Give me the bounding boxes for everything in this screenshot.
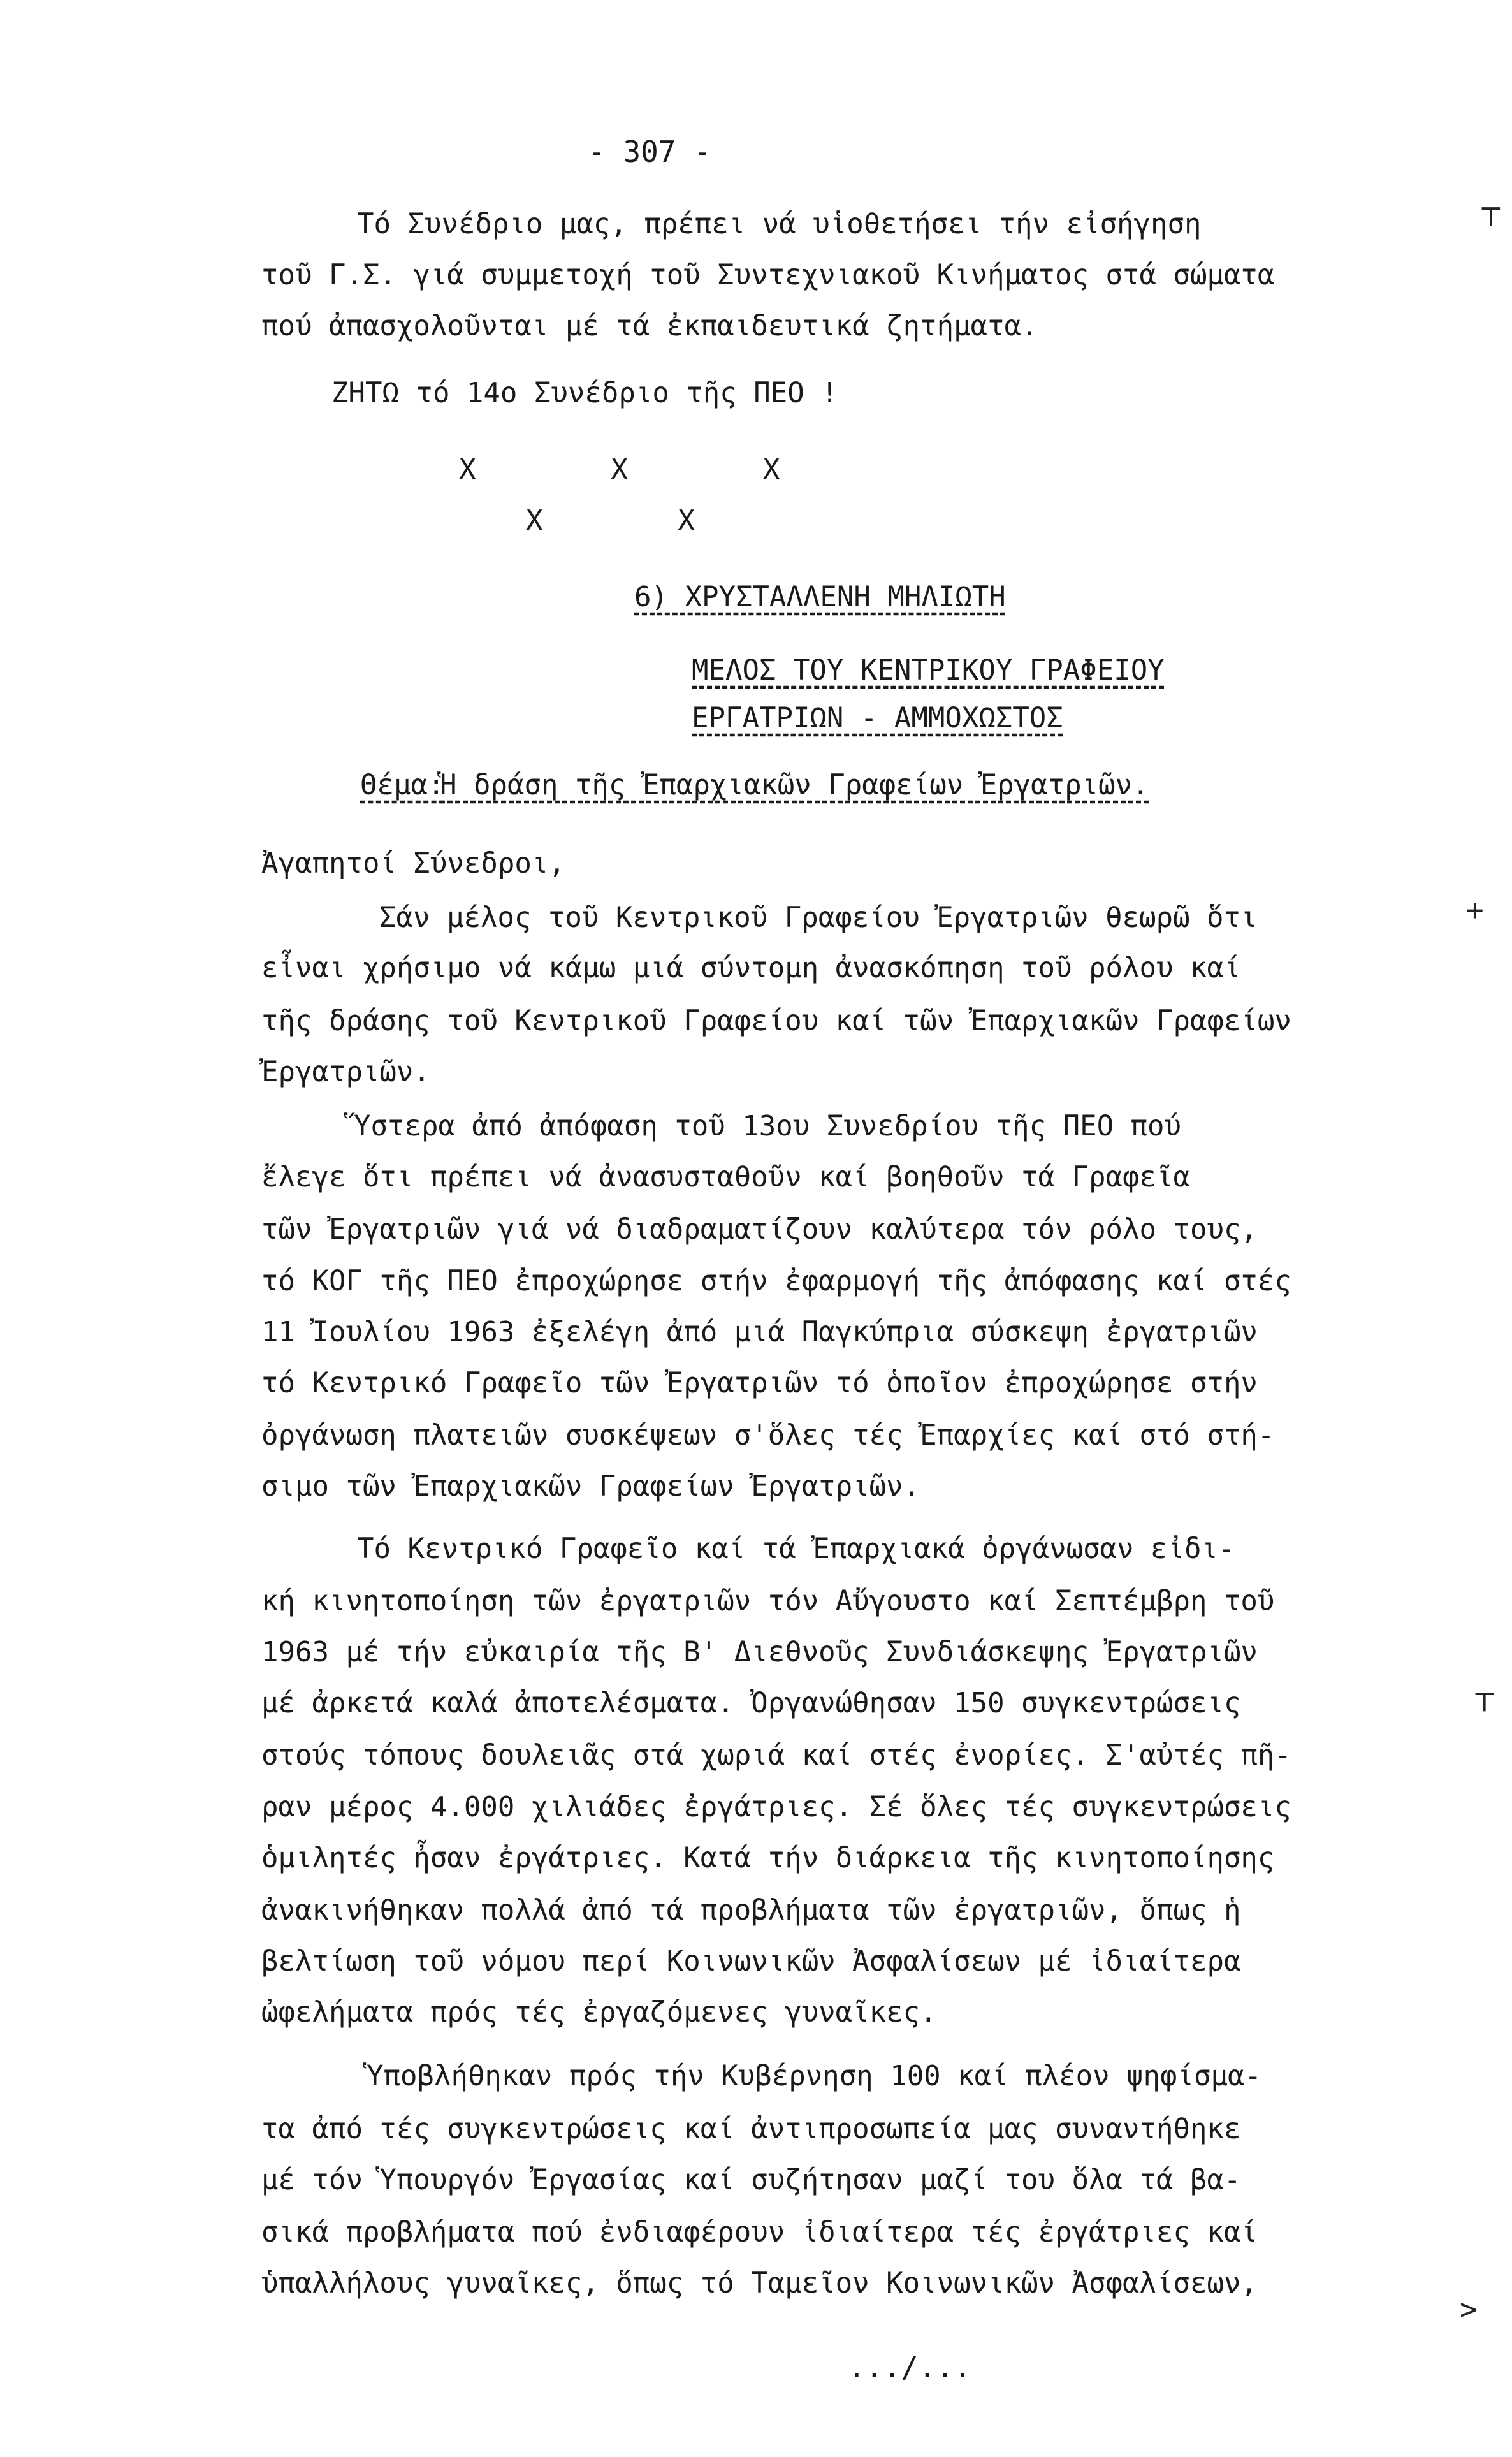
margin-mark: ┬ (1476, 1677, 1494, 1711)
body-line: 11 Ἰουλίου 1963 ἐξελέγη ἀπό μιά Παγκύπρια σύσκεψη ἐργατριῶν (261, 1316, 1258, 1348)
salutation: Ἀγαπητοί Σύνεδροι, (261, 847, 565, 880)
body-line: Ὕστερα ἀπό ἀπόφαση τοῦ 13ου Συνεδρίου τῆς ΠΕΟ πού (354, 1110, 1182, 1142)
body-line: σικά προβλήματα πού ἐνδιαφέρουν ἰδιαίτερα τές ἐργάτριες καί (261, 2216, 1258, 2249)
body-line: τῆς δράσης τοῦ Κεντρικοῦ Γραφείου καί τῶν Ἐπαρχιακῶν Γραφείων (261, 1005, 1291, 1037)
body-line: μέ τόν Ὑπουργόν Ἐργασίας καί συζήτησαν μαζί του ὅλα τά βα- (261, 2164, 1241, 2196)
body-line: τῶν Ἐργατριῶν γιά νά διαδραματίζουν καλύτερα τόν ρόλο τους, (261, 1213, 1258, 1246)
separator-row: X X (526, 504, 695, 537)
intro-line: πού ἀπασχολοῦνται μέ τά ἐκπαιδευτικά ζητήματα. (261, 310, 1038, 342)
body-line: ὁμιλητές ἦσαν ἐργάτριες. Κατά τήν διάρκεια τῆς κινητοποίησης (261, 1842, 1275, 1874)
intro-line: τοῦ Γ.Σ. γιά συμμετοχή τοῦ Συντεχνιακοῦ Κινήματος στά σώματα (261, 259, 1275, 291)
body-line: 1963 μέ τήν εὐκαιρία τῆς Β' Διεθνοῦς Συνδιάσκεψης Ἐργατριῶν (261, 1636, 1258, 1668)
margin-mark: + (1466, 893, 1484, 927)
margin-mark: > (1460, 2292, 1478, 2326)
speaker-role: ΜΕΛΟΣ ΤΟΥ ΚΕΝΤΡΙΚΟΥ ΓΡΑΦΕΙΟΥ (692, 654, 1165, 687)
body-line: σιμο τῶν Ἐπαρχιακῶν Γραφείων Ἐργατριῶν. (261, 1470, 920, 1503)
body-line: τό Κεντρικό Γραφεῖο τῶν Ἐργατριῶν τό ὁποῖον ἐπροχώρησε στήν (261, 1367, 1258, 1399)
subject-label: Θέμα: (360, 769, 445, 801)
body-line: Τό Κεντρικό Γραφεῖο καί τά Ἐπαρχιακά ὀργάνωσαν εἰδι- (357, 1533, 1235, 1565)
body-line: ὀργάνωση πλατειῶν συσκέψεων σ'ὅλες τές Ἐπαρχίες καί στό στή- (261, 1419, 1275, 1452)
body-line: Σάν μέλος τοῦ Κεντρικοῦ Γραφείου Ἐργατριῶν θεωρῶ ὅτι (379, 901, 1258, 934)
body-line: τα ἀπό τές συγκεντρώσεις καί ἀντιπροσωπεία μας συναντήθηκε (261, 2113, 1241, 2145)
speaker-role: ΕΡΓΑΤΡΙΩΝ - ΑΜΜΟΧΩΣΤΟΣ (692, 702, 1063, 734)
body-line: κή κινητοποίηση τῶν ἐργατριῶν τόν Αὔγουστο καί Σεπτέμβρη τοῦ (261, 1585, 1275, 1617)
body-line: στούς τόπους δουλειᾶς στά χωριά καί στές ἐνορίες. Σ'αὐτές πῆ- (261, 1739, 1291, 1772)
body-line: ἀνακινήθηκαν πολλά ἀπό τά προβλήματα τῶν ἐργατριῶν, ὅπως ἡ (261, 1894, 1241, 1927)
body-line: τό ΚΟΓ τῆς ΠΕΟ ἐπροχώρησε στήν ἐφαρμογή τῆς ἀπόφασης καί στές (261, 1265, 1291, 1297)
body-line: μέ ἀρκετά καλά ἀποτελέσματα. Ὀργανώθησαν 150 συγκεντρώσεις (261, 1687, 1241, 1719)
body-line: εἶναι χρήσιμο νά κάμω μιά σύντομη ἀνασκόπηση τοῦ ρόλου καί (261, 952, 1241, 984)
page-number: - 307 - (588, 135, 711, 169)
body-line: Ὑποβλήθηκαν πρός τήν Κυβέρνηση 100 καί πλέον ψηφίσμα- (367, 2060, 1261, 2092)
subject-text: Ἡ δράση τῆς Ἐπαρχιακῶν Γραφείων Ἐργατριῶν. (440, 769, 1149, 801)
margin-mark: ┬ (1482, 191, 1500, 226)
slogan: ΖΗΤΩ τό 14ο Συνέδριο τῆς ΠΕΟ ! (331, 377, 838, 409)
speaker-name: 6) ΧΡΥΣΤΑΛΛΕΝΗ ΜΗΛΙΩΤΗ (634, 581, 1006, 613)
continuation-mark: .../... (848, 2350, 971, 2384)
body-line: ὑπαλλήλους γυναῖκες, ὅπως τό Ταμεῖον Κοινωνικῶν Ἀσφαλίσεων, (261, 2267, 1258, 2300)
body-line: ἔλεγε ὅτι πρέπει νά ἀνασυσταθοῦν καί βοηθοῦν τά Γραφεῖα (261, 1161, 1190, 1193)
body-line: ραν μέρος 4.000 χιλιάδες ἐργάτριες. Σέ ὅλες τές συγκεντρώσεις (261, 1791, 1291, 1823)
separator-row: X X X (459, 453, 780, 486)
intro-line: Τό Συνέδριο μας, πρέπει νά υἱοθετήσει τήν εἰσήγηση (357, 208, 1202, 240)
body-line: Ἐργατριῶν. (261, 1056, 430, 1088)
body-line: βελτίωση τοῦ νόμου περί Κοινωνικῶν Ἀσφαλίσεων μέ ἰδιαίτερα (261, 1945, 1241, 1978)
body-line: ὠφελήματα πρός τές ἐργαζόμενες γυναῖκες. (261, 1996, 937, 2029)
